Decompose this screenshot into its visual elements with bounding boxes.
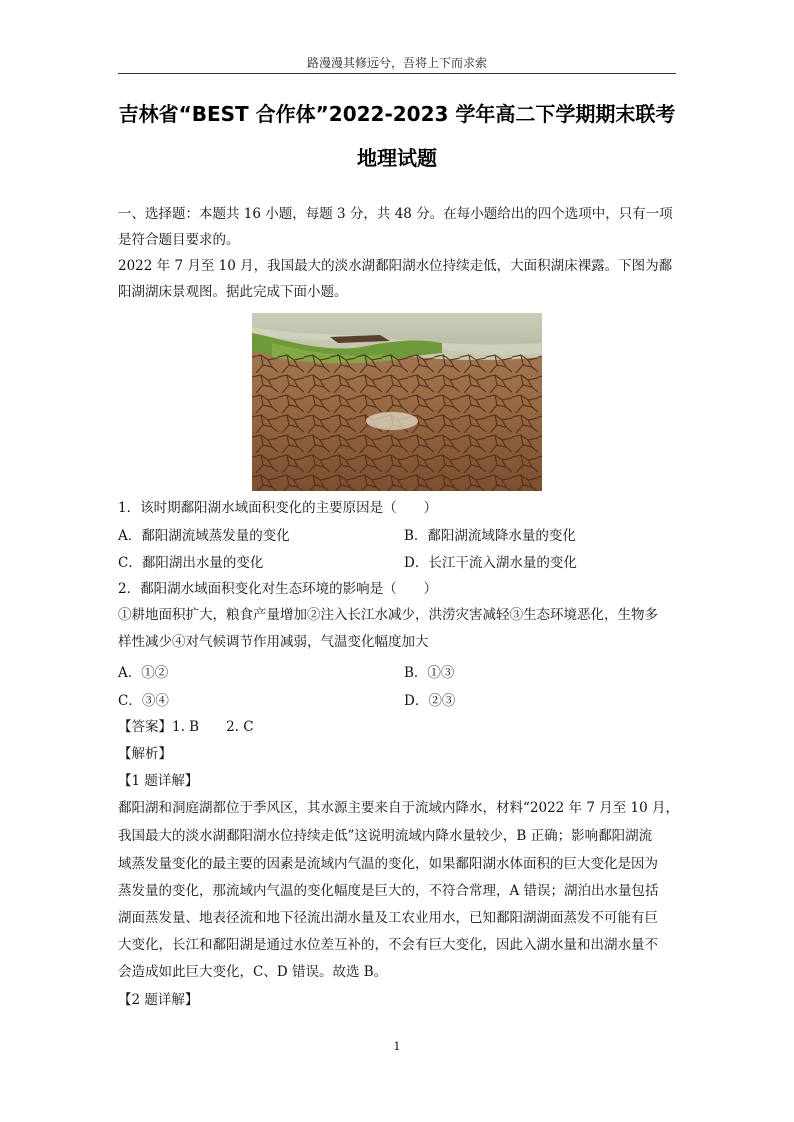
detail-1-line: 域蒸发量变化的最主要的因素是流域内气温的变化，如果鄱阳湖水体面积的巨大变化是因为 xyxy=(118,856,658,872)
q2-option-a: A．①② xyxy=(118,665,169,681)
detail-2-label: 【2 题详解】 xyxy=(118,992,199,1008)
question-2-stem: 2．鄱阳湖水域面积变化对生态环境的影响是（ ） xyxy=(118,581,438,597)
detail-1-line: 会造成如此巨大变化，C、D 错误。故选 B。 xyxy=(118,964,388,980)
detail-1-line: 湖面蒸发量、地表径流和地下径流出湖水量及工农业用水，已知鄱阳湖湖面蒸发不可能有巨 xyxy=(118,910,658,926)
lakebed-photo xyxy=(252,313,542,491)
detail-1-line: 大变化，长江和鄱阳湖是通过水位差互补的，不会有巨大变化，因此入湖水量和出湖水量不 xyxy=(118,937,658,953)
section-instructions-line1: 一、选择题：本题共 16 小题，每题 3 分，共 48 分。在每小题给出的四个选项中，只有一项 xyxy=(118,206,673,222)
q1-option-b: B．鄱阳湖流域降水量的变化 xyxy=(404,528,576,544)
detail-1-line: 鄱阳湖和洞庭湖都位于季风区，其水源主要来自于流域内降水，材料“2022 年 7 月至 10 月， xyxy=(118,800,679,816)
analysis-label: 【解析】 xyxy=(118,746,172,762)
page-header-motto: 路漫漫其修远兮，吾将上下而求索 xyxy=(306,56,487,70)
material-line1: 2022 年 7 月至 10 月，我国最大的淡水湖鄱阳湖水位持续走低，大面积湖床裸露。下图为鄱 xyxy=(118,258,673,274)
material-line2: 阳湖湖床景观图。据此完成下面小题。 xyxy=(118,284,348,300)
detail-1-line: 蒸发量的变化，那流域内气温的变化幅度是巨大的，不符合常理，A 错误；湖泊出水量包括 xyxy=(118,883,659,899)
page-number: 1 xyxy=(393,1040,401,1053)
q1-option-d: D．长江干流入湖水量的变化 xyxy=(404,555,577,571)
q2-option-b: B．①③ xyxy=(404,665,455,681)
header-rule xyxy=(118,73,676,74)
exam-title: 吉林省“BEST 合作体”2022-2023 学年高二下学期期末联考 xyxy=(118,102,676,126)
q1-option-a: A．鄱阳湖流域蒸发量的变化 xyxy=(118,528,290,544)
answer-label: 【答案】1. B 2. C xyxy=(118,719,254,735)
detail-1-label: 【1 题详解】 xyxy=(118,773,199,789)
q2-option-d: D．②③ xyxy=(404,693,456,709)
q2-option-c: C．③④ xyxy=(118,693,169,709)
question-1-stem: 1．该时期鄱阳湖水域面积变化的主要原因是（ ） xyxy=(118,500,438,516)
q2-statements-line2: 样性减少④对气候调节作用减弱，气温变化幅度加大 xyxy=(118,634,429,650)
q1-option-c: C．鄱阳湖出水量的变化 xyxy=(118,555,264,571)
detail-1-line: 我国最大的淡水湖鄱阳湖水位持续走低”这说明流域内降水量较少，B 正确；影响鄱阳湖流 xyxy=(118,828,653,844)
q2-statements-line1: ①耕地面积扩大，粮食产量增加②注入长江水减少，洪涝灾害减轻③生态环境恶化，生物多 xyxy=(118,607,658,623)
exam-subtitle: 地理试题 xyxy=(357,146,437,170)
section-instructions-line2: 是符合题目要求的。 xyxy=(118,232,240,248)
